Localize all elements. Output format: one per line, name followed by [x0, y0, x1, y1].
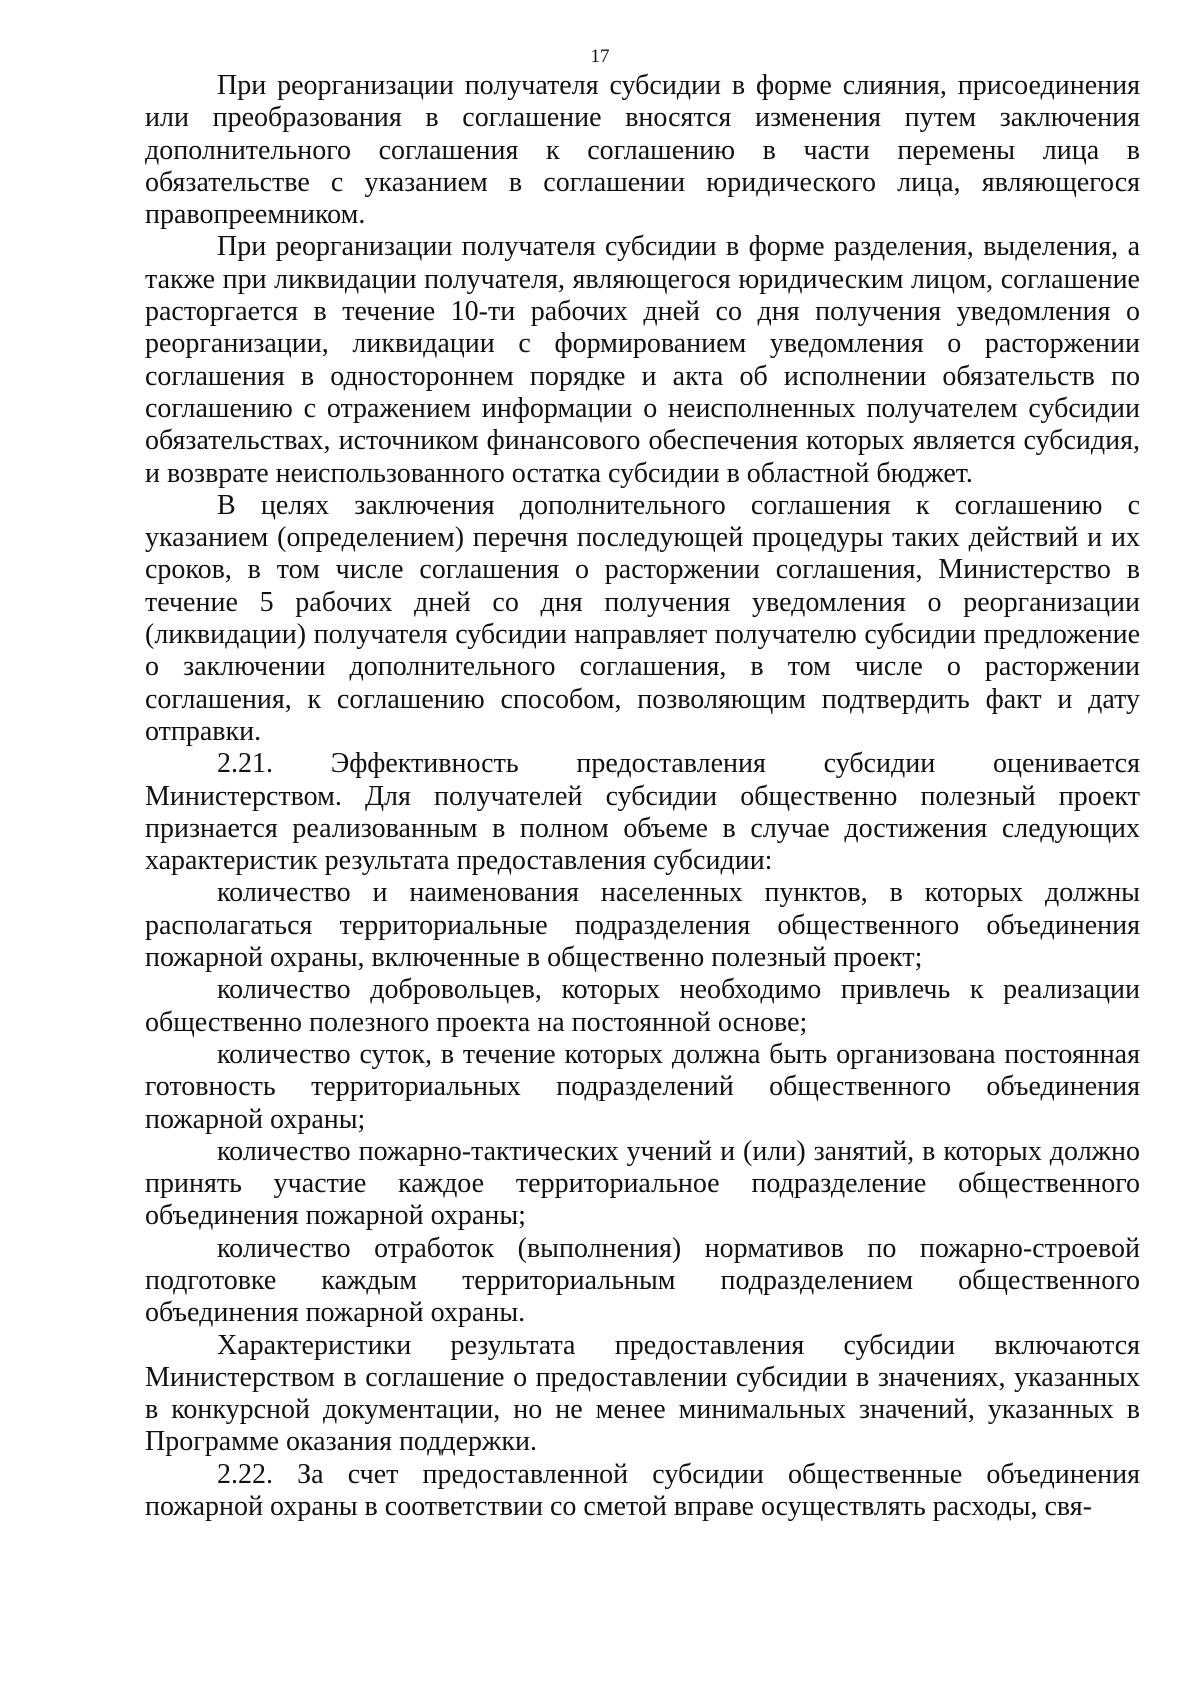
- paragraph-reorganization-merger: При реорганизации получателя субсидии в форме слияния, присоединения или преобразования в соглашение вносятся изменения путем заключения дополнительного соглашения к соглашению в части перемены лица в обязательстве с указанием в соглашении юридического лица, являющегося правопреемником.: [145, 70, 1140, 231]
- page-number: 17: [590, 46, 610, 67]
- paragraph-drills-count: количество пожарно-тактических учений и (или) занятий, в которых должно принять участие каждое территориальное подразделение общественного объединения пожарной охраны;: [145, 1135, 1140, 1232]
- paragraph-volunteers-count: количество добровольцев, которых необходимо привлечь к реализации общественно полезного проекта на постоянной основе;: [145, 974, 1140, 1038]
- document-body: [145, 70, 1140, 1523]
- paragraph-2-21-effectiveness: 2.21. Эффективность предоставления субсидии оценивается Министерством. Для получателей субсидии общественно полезный проект признается реализованным в полном объеме в случае достижения следующих характеристик результата предоставления субсидии:: [145, 748, 1140, 877]
- paragraph-additional-agreement: В целях заключения дополнительного соглашения к соглашению с указанием (определением) перечня последующей процедуры таких действий и их сроков, в том числе соглашения о расторжении соглашения, Министерство в течение 5 рабочих дней со дня получения уведомления о реорганизации (ликвидации) получателя субсидии направляет получателю субсидии предложение о заключении дополнительного соглашения, в том числе о расторжении соглашения, к соглашению способом, позволяющим подтвердить факт и дату отправки.: [145, 489, 1140, 747]
- paragraph-norms-count: количество отработок (выполнения) нормативов по пожарно-строевой подготовке каждым территориальным подразделением общественного объединения пожарной охраны.: [145, 1232, 1140, 1329]
- paragraph-result-characteristics: Характеристики результата предоставления субсидии включаются Министерством в соглашение о предоставлении субсидии в значениях, указанных в конкурсной документации, но не менее минимальных значений, указанных в Программе оказания поддержки.: [145, 1329, 1140, 1458]
- paragraph-readiness-days: количество суток, в течение которых должна быть организована постоянная готовность территориальных подразделений общественного объединения пожарной охраны;: [145, 1038, 1140, 1135]
- paragraph-settlements-count: количество и наименования населенных пунктов, в которых должны располагаться территориальные подразделения общественного объединения пожарной охраны, включенные в общественно полезный проект;: [145, 877, 1140, 974]
- paragraph-2-22-expenses: 2.22. За счет предоставленной субсидии общественные объединения пожарной охраны в соответствии со сметой вправе осуществлять расходы, свя-: [145, 1458, 1140, 1523]
- paragraph-reorganization-division: При реорганизации получателя субсидии в форме разделения, выделения, а также при ликвидации получателя, являющегося юридическим лицом, соглашение расторгается в течение 10-ти рабочих дней со дня получения уведомления о реорганизации, ликвидации с формированием уведомления о расторжении соглашения в одностороннем порядке и акта об исполнении обязательств по соглашению с отражением информации о неисполненных получателем субсидии обязательствах, источником финансового обеспечения которых является субсидия, и возврате неиспользованного остатка субсидии в областной бюджет.: [145, 231, 1140, 489]
